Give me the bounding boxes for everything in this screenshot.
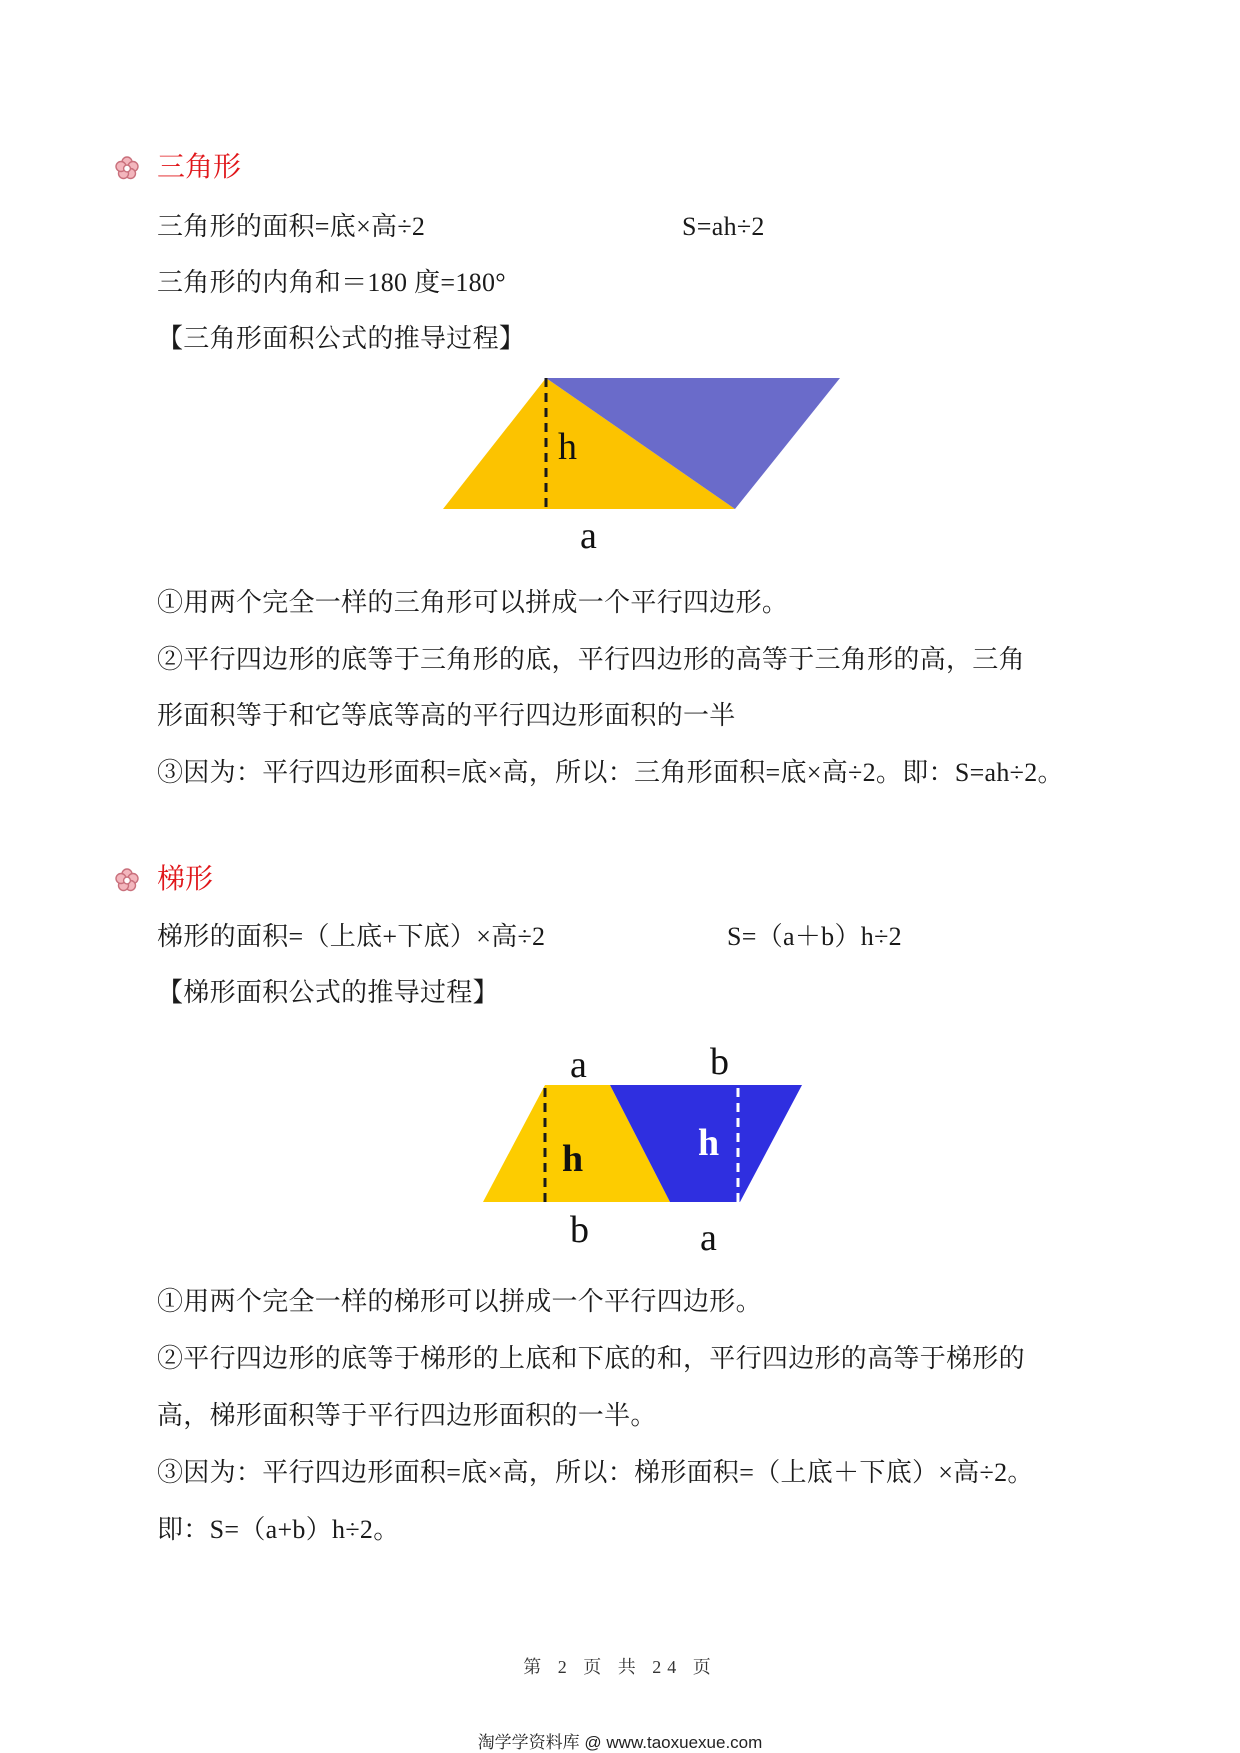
area-formula-symbolic: S=（a＋b）h÷2 bbox=[727, 922, 902, 951]
step-2: ②平行四边形的底等于梯形的上底和下底的和，平行四边形的高等于梯形的 bbox=[157, 1344, 1025, 1373]
area-formula-text: 三角形的面积=底×高÷2 bbox=[157, 212, 426, 241]
top-label-a: a bbox=[570, 1044, 587, 1086]
bottom-label-b: b bbox=[570, 1209, 589, 1251]
flower-icon bbox=[115, 868, 139, 892]
step-3: ③因为：平行四边形面积=底×高，所以：三角形面积=底×高÷2。即：S=ah÷2。 bbox=[157, 758, 1064, 787]
area-formula-symbolic: S=ah÷2 bbox=[682, 212, 765, 241]
step-2-cont: 高，梯形面积等于平行四边形面积的一半。 bbox=[157, 1401, 657, 1430]
flower-icon bbox=[115, 156, 139, 180]
trapezoid-parallelogram-diagram bbox=[470, 1030, 830, 1260]
bottom-label-a: a bbox=[700, 1217, 717, 1259]
step-3: ③因为：平行四边形面积=底×高，所以：梯形面积=（上底＋下底）×高÷2。 bbox=[157, 1458, 1034, 1487]
height-label-left: h bbox=[562, 1138, 584, 1180]
height-label-right: h bbox=[698, 1122, 720, 1164]
section-title: 三角形 bbox=[157, 152, 242, 183]
step-1: ①用两个完全一样的三角形可以拼成一个平行四边形。 bbox=[157, 588, 789, 617]
watermark: 淘学学资料库 @ www.taoxuexue.com bbox=[477, 1733, 763, 1752]
top-label-b: b bbox=[710, 1041, 729, 1083]
step-2-cont: 形面积等于和它等底等高的平行四边形面积的一半 bbox=[157, 701, 736, 730]
step-3-cont: 即：S=（a+b）h÷2。 bbox=[157, 1515, 400, 1544]
derivation-title: 【三角形面积公式的推导过程】 bbox=[157, 324, 526, 353]
derivation-title: 【梯形面积公式的推导过程】 bbox=[157, 978, 499, 1007]
triangle-parallelogram-diagram bbox=[430, 370, 860, 555]
step-2: ②平行四边形的底等于三角形的底，平行四边形的高等于三角形的高，三角 bbox=[157, 645, 1025, 674]
area-formula-text: 梯形的面积=（上底+下底）×高÷2 bbox=[157, 922, 546, 951]
base-label: a bbox=[580, 515, 597, 555]
section-title: 梯形 bbox=[157, 864, 214, 895]
step-1: ①用两个完全一样的梯形可以拼成一个平行四边形。 bbox=[157, 1287, 762, 1316]
page-number: 第 2 页 共 24 页 bbox=[523, 1657, 717, 1677]
height-label: h bbox=[558, 426, 577, 468]
angle-sum-text: 三角形的内角和＝180 度=180° bbox=[157, 268, 506, 297]
